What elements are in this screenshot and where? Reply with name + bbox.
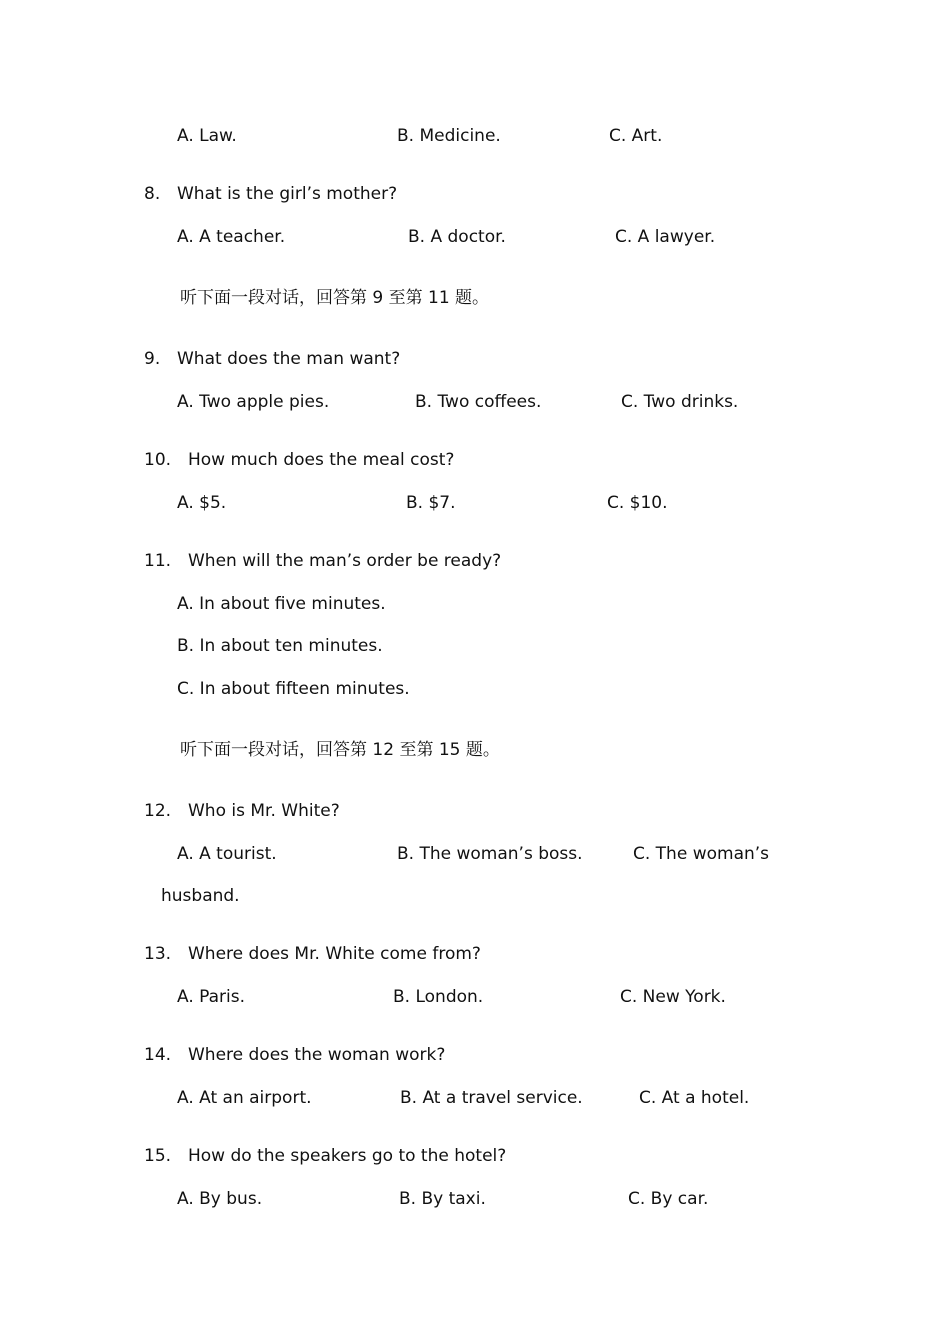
option-b: B. $7. <box>406 493 456 513</box>
question-number: 12. <box>144 801 172 821</box>
option-c: C. New York. <box>620 987 726 1007</box>
option-b: B. Two coffees. <box>415 392 542 412</box>
option-a: A. By bus. <box>177 1189 263 1209</box>
option-c: C. Art. <box>609 126 663 146</box>
option-c: C. In about fifteen minutes. <box>177 679 410 699</box>
section-instruction: 听下面一段对话，回答第 12 至第 15 题。 <box>180 740 500 760</box>
question-text: Where does the woman work? <box>188 1045 446 1065</box>
question-text: When will the man’s order be ready? <box>188 551 502 571</box>
option-b: B. In about ten minutes. <box>177 636 383 656</box>
option-b: B. The woman’s boss. <box>397 844 583 864</box>
option-a: A. A tourist. <box>177 844 277 864</box>
option-b: B. A doctor. <box>408 227 506 247</box>
question-text: Who is Mr. White? <box>188 801 340 821</box>
option-c: C. The woman’s <box>633 844 770 864</box>
option-a: A. At an airport. <box>177 1088 312 1108</box>
question-text: How do the speakers go to the hotel? <box>188 1146 507 1166</box>
question-number: 10. <box>144 450 172 470</box>
question-text: How much does the meal cost? <box>188 450 455 470</box>
question-text: Where does Mr. White come from? <box>188 944 481 964</box>
option-b: B. At a travel service. <box>400 1088 583 1108</box>
option-a: A. Law. <box>177 126 237 146</box>
option-a: A. Paris. <box>177 987 246 1007</box>
option-c-continuation: husband. <box>161 886 240 906</box>
question-number: 9. <box>144 349 161 369</box>
option-a: A. $5. <box>177 493 227 513</box>
option-c: C. Two drinks. <box>621 392 739 412</box>
option-c: C. At a hotel. <box>639 1088 750 1108</box>
question-number: 13. <box>144 944 172 964</box>
option-b: B. London. <box>393 987 484 1007</box>
option-b: B. By taxi. <box>399 1189 486 1209</box>
question-text: What does the man want? <box>177 349 401 369</box>
section-instruction: 听下面一段对话，回答第 9 至第 11 题。 <box>180 288 490 308</box>
option-c: C. By car. <box>628 1189 709 1209</box>
question-number: 15. <box>144 1146 172 1166</box>
option-a: A. In about five minutes. <box>177 594 386 614</box>
option-a: A. A teacher. <box>177 227 286 247</box>
option-c: C. $10. <box>607 493 668 513</box>
question-number: 14. <box>144 1045 172 1065</box>
question-text: What is the girl’s mother? <box>177 184 398 204</box>
option-a: A. Two apple pies. <box>177 392 330 412</box>
question-number: 11. <box>144 551 172 571</box>
option-c: C. A lawyer. <box>615 227 716 247</box>
question-number: 8. <box>144 184 161 204</box>
option-b: B. Medicine. <box>397 126 501 146</box>
